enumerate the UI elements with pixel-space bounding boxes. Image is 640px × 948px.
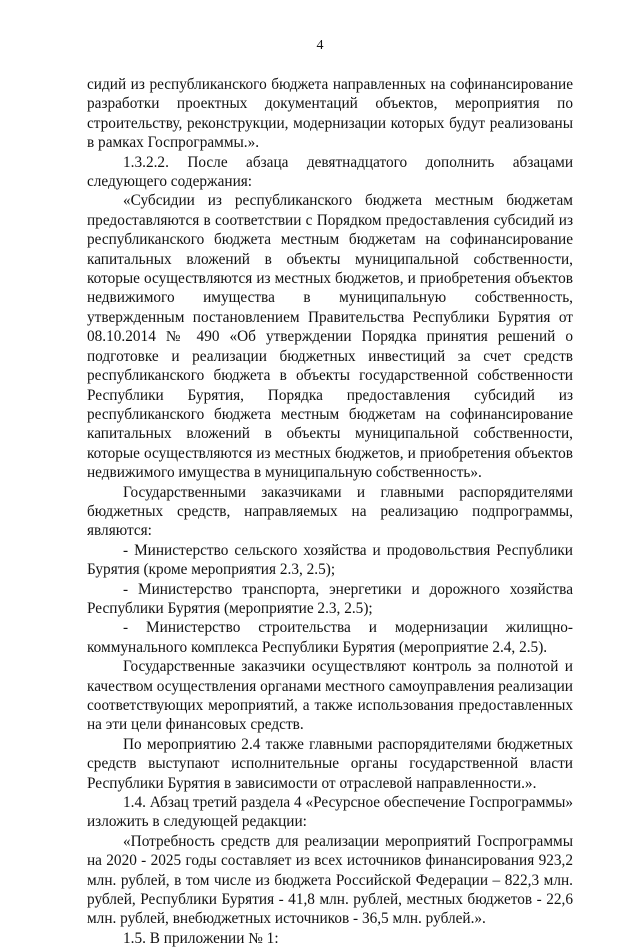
paragraph-control: Государственные заказчики осуществляют контроль за полнотой и качеством осуществления органами местного самоуправления реализации соответствующих мероприятий, а также использования предоставленных на эти цели финансовых средств. bbox=[87, 658, 573, 734]
paragraph-amendment-1-4: 1.4. Абзац третий раздела 4 «Ресурсное обеспечение Госпрограммы» изложить в следующей редакции: bbox=[87, 794, 573, 831]
paragraph-customers-intro: Государственными заказчиками и главными распорядителями бюджетных средств, направляемых на реализацию подпрограммы, являются: bbox=[87, 483, 573, 540]
paragraph-continuation: сидий из республиканского бюджета направленных на софинансирование разработки проектных документаций объектов, мероприятия по строительству, реконструкции, модернизации которых будут реализованы в рамках Госпрограммы.». bbox=[87, 76, 573, 152]
paragraph-funding: «Потребность средств для реализации мероприятий Госпрограммы на 2020 - 2025 годы составляет из всех источников финансирования 923,2 млн. рублей, в том числе из бюджета Российской Федерации – 822,3 млн. рублей, Республики Бурятия - 41,8 млн. рублей, местных бюджетов - 22,6 млн. рублей, внебюджетных источников - 36,5 млн. рублей.». bbox=[87, 832, 573, 928]
document-body bbox=[87, 75, 573, 948]
paragraph-subsidies: «Субсидии из республиканского бюджета местным бюджетам предоставляются в соответствии с Порядком предоставления субсидий из республиканского бюджета местным бюджетам на софинансирование капитальных вложений в объекты муниципальной собственности, которые осуществляются из местных бюджетов, и приобретения объектов недвижимого имущества в муниципальную собственность, утвержденным постановлением Правительства Республики Бурятия от 08.10.2014 № 490 «Об утверждении Порядка принятия решений о подготовке и реализации бюджетных инвестиций за счет средств республиканского бюджета в объекты государственной собственности Республики Бурятия, Порядка предоставления субсидий из республиканского бюджета местным бюджетам на софинансирование капитальных вложений в объекты муниципальной собственности, которые осуществляются из местных бюджетов, и приобретения объектов недвижимого имущества в муниципальную собственность». bbox=[87, 192, 573, 482]
list-item-ministry-transport: - Министерство транспорта, энергетики и дорожного хозяйства Республики Бурятия (мероприятие 2.3, 2.5); bbox=[87, 580, 573, 617]
list-item-ministry-agriculture: - Министерство сельского хозяйства и продовольствия Республики Бурятия (кроме мероприятия 2.3, 2.5); bbox=[87, 541, 573, 579]
paragraph-amendment-1-3-2-2: 1.3.2.2. После абзаца девятнадцатого дополнить абзацами следующего содержания: bbox=[87, 153, 573, 191]
paragraph-amendment-1-5: 1.5. В приложении № 1: bbox=[123, 929, 279, 947]
page-number: 4 bbox=[316, 38, 324, 53]
paragraph-measure-2-4: По мероприятию 2.4 также главными распорядителями бюджетных средств выступают исполнительные органы государственной власти Республики Бурятия в зависимости от отраслевой направленности.». bbox=[87, 735, 573, 792]
list-item-ministry-construction: - Министерство строительства и модернизации жилищно-коммунального комплекса Республики Бурятия (мероприятие 2.4, 2.5). bbox=[87, 619, 573, 656]
